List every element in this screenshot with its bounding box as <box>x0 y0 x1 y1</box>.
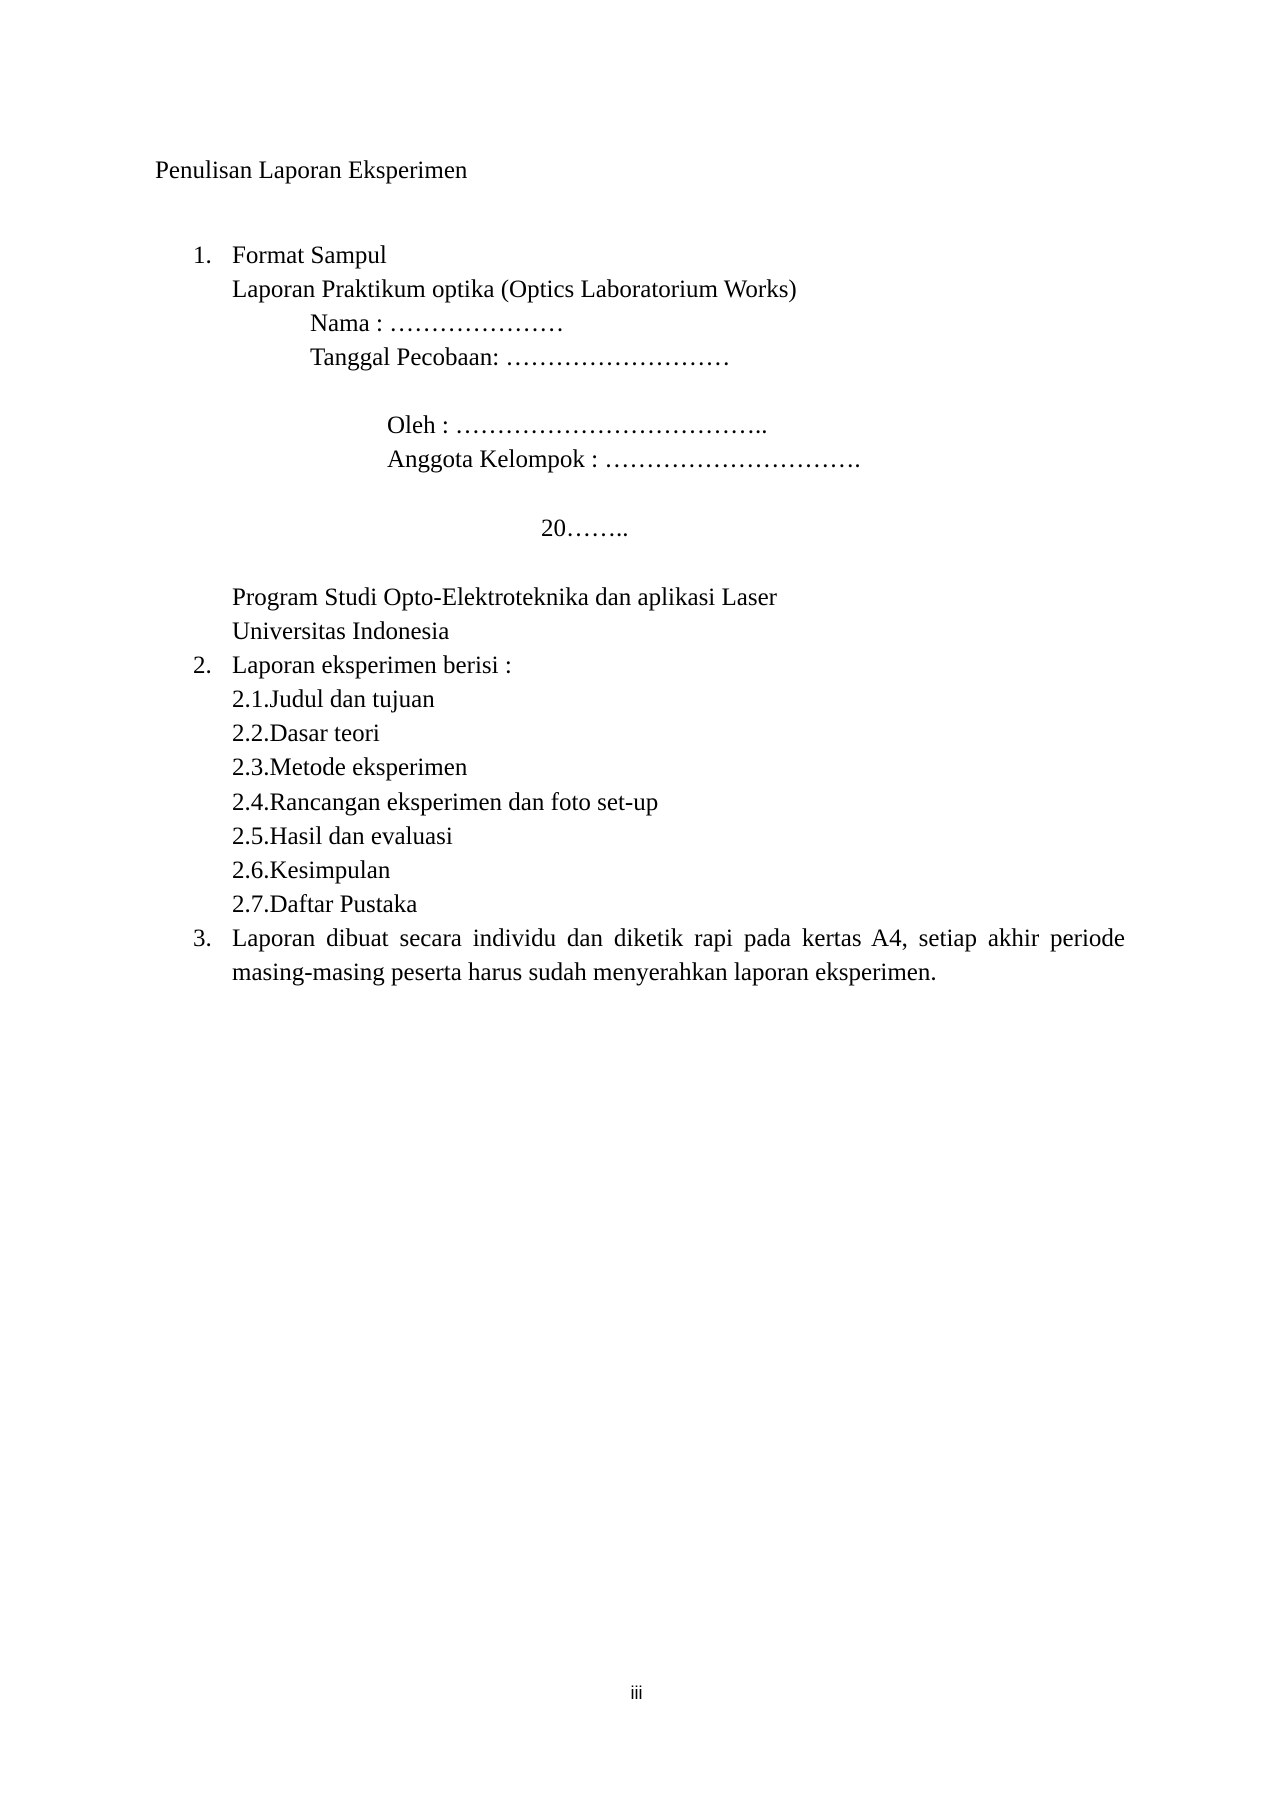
cover-nama-field: Nama : ………………… <box>310 310 565 337</box>
list-item: 2.5.Hasil dan evaluasi <box>232 823 453 850</box>
item-2-number: 2. <box>193 652 212 679</box>
list-item: 2.1.Judul dan tujuan <box>232 686 435 713</box>
cover-year: 20…….. <box>541 515 629 542</box>
cover-title: Laporan Praktikum optika (Optics Laboratorium Works) <box>232 276 797 303</box>
cover-program: Program Studi Opto-Elektroteknika dan aplikasi Laser <box>232 584 778 611</box>
item-1-title: Format Sampul <box>232 242 387 269</box>
cover-university: Universitas Indonesia <box>232 618 450 645</box>
list-item: 2.7.Daftar Pustaka <box>232 891 418 918</box>
list-item: 2.6.Kesimpulan <box>232 857 391 884</box>
item-3-text: Laporan dibuat secara individu dan diketik rapi pada kertas A4, setiap akhir periode masing-masing peserta harus sudah menyerahkan laporan eksperimen. <box>232 925 1125 986</box>
cover-oleh-field: Oleh : ……………………………….. <box>387 412 768 439</box>
page-heading: Penulisan Laporan Eksperimen <box>155 157 468 184</box>
item-1-number: 1. <box>193 242 212 269</box>
list-item: 2.3.Metode eksperimen <box>232 754 468 781</box>
page-number: iii <box>630 1683 643 1703</box>
cover-tanggal-field: Tanggal Pecobaan: ……………………… <box>310 344 731 371</box>
cover-anggota-field: Anggota Kelompok : …………………………. <box>387 446 861 473</box>
list-item: 2.2.Dasar teori <box>232 720 380 747</box>
item-2-title: Laporan eksperimen berisi : <box>232 652 512 679</box>
list-item: 2.4.Rancangan eksperimen dan foto set-up <box>232 789 659 816</box>
item-3-number: 3. <box>193 925 212 952</box>
